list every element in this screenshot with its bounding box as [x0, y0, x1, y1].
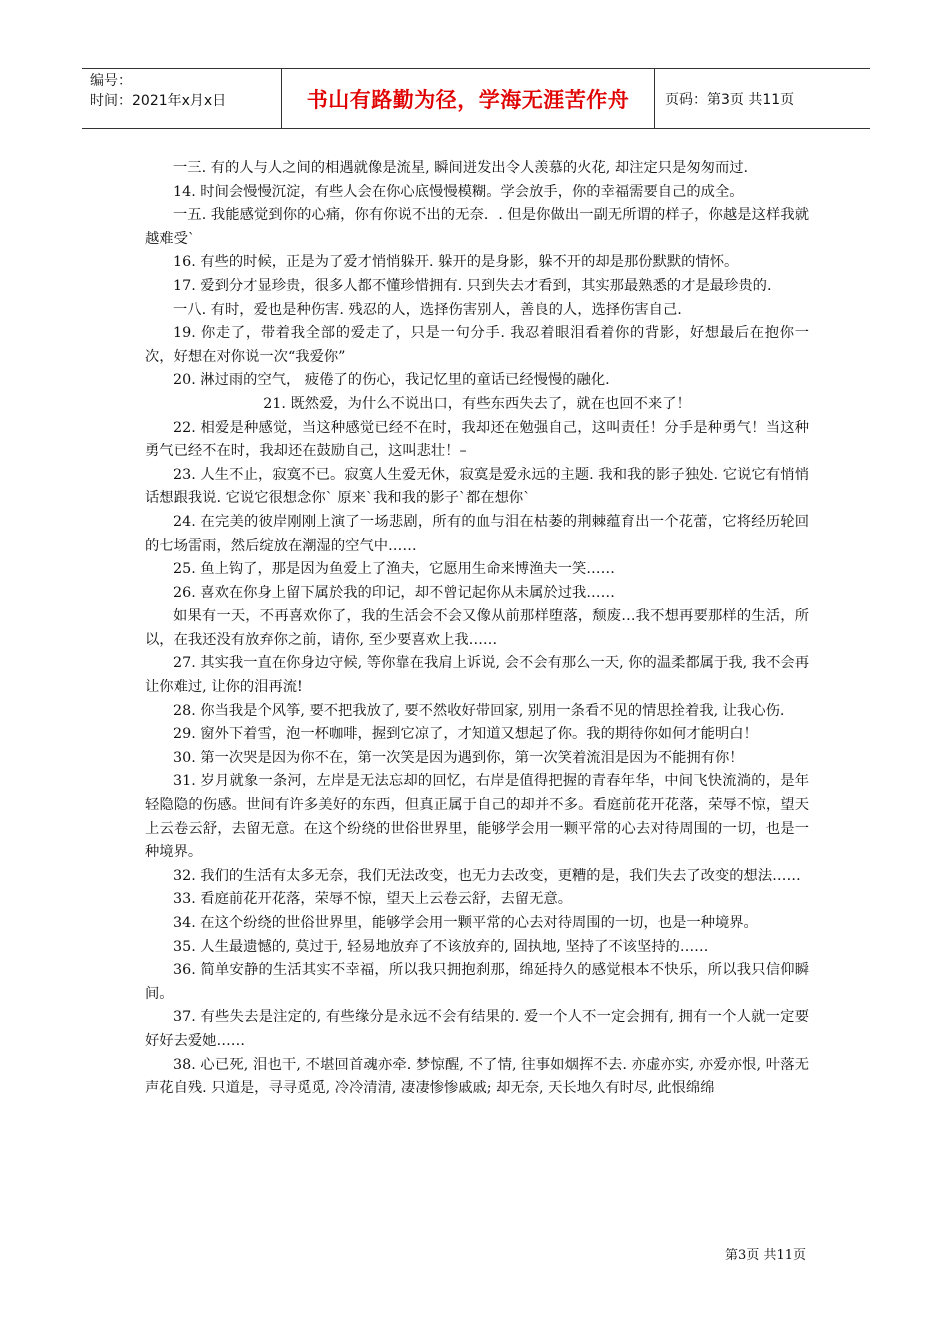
body-paragraph: 如果有一天，不再喜欢你了，我的生活会不会又像从前那样堕落，颓废…我不想再要那样的生活，所以，在我还没有放弃你之前，请你, 至少要喜欢上我……: [145, 608, 809, 648]
body-paragraph: 28. 你当我是个风筝, 要不把我放了, 要不然收好带回家, 别用一条看不见的情思拴着我, 让我心伤.: [173, 702, 785, 719]
body-paragraph: 23. 人生不止，寂寞不已。寂寞人生爱无休，寂寞是爱永远的主题. 我和我的影子独处. 它说它有悄悄话想跟我说. 它说它很想念你` 原来`我和我的影子`都在想你`: [145, 466, 809, 507]
body-paragraph: 37. 有些失去是注定的, 有些缘分是永远不会有结果的. 爱一个人不一定会拥有, 拥有一个人就一定要好好去爱她……: [145, 1009, 809, 1049]
body-paragraph: 一三. 有的人与人之间的相遇就像是流星, 瞬间迸发出令人羡慕的火花, 却注定只是匆匆而过.: [173, 160, 749, 176]
body-paragraph: 30. 第一次哭是因为你不在，第一次笑是因为遇到你，第一次笑着流泪是因为不能拥有你！: [173, 749, 744, 766]
body-paragraph: 17. 爱到分才显珍贵，很多人都不懂珍惜拥有. 只到失去才看到，其实那最熟悉的才是最珍贵的.: [173, 277, 772, 294]
body-paragraph: 24. 在完美的彼岸刚刚上演了一场悲剧，所有的血与泪在枯萎的荆棘蕴育出一个花蕾，它将经历轮回的七场雷雨，然后绽放在潮湿的空气中……: [145, 513, 809, 554]
body-paragraph: 31. 岁月就象一条河，左岸是无法忘却的回忆，右岸是值得把握的青春年华，中间飞快流淌的，是年轻隐隐的伤感。世间有许多美好的东西，但真正属于自己的却并不多。看庭前花开花落，荣辱不惊，望天上云卷云舒，去留无意。在这个纷绕的世俗世界里，能够学会用一颗平常的心去对待周围的一切，也是一种境界。: [145, 773, 809, 861]
body-paragraph: 21. 既然爱，为什么不说出口，有些东西失去了，就在也回不来了！: [263, 395, 691, 412]
page-header: [82, 68, 870, 129]
header-page-number: 页码：第3页 共11页: [665, 91, 795, 108]
document-body: [145, 157, 809, 1101]
body-paragraph: 16. 有些的时候，正是为了爱才悄悄躲开. 躲开的是身影，躲不开的却是那份默默的情怀。: [173, 254, 739, 271]
body-paragraph: 25. 鱼上钩了，那是因为鱼爱上了渔夫，它愿用生命来博渔夫一笑……: [173, 561, 615, 578]
body-paragraph: 32. 我们的生活有太多无奈，我们无法改变，也无力去改变，更糟的是，我们失去了改变的想法……: [173, 867, 801, 884]
body-paragraph: 29. 窗外下着雪，泡一杯咖啡，握到它凉了，才知道又想起了你。我的期待你如何才能明白！: [173, 726, 758, 743]
body-paragraph: 22. 相爱是种感觉，当这种感觉已经不在时，我却还在勉强自己，这叫责任！分手是种勇气！当这种勇气已经不在时，我却还在鼓励自己，这叫悲壮！–: [145, 419, 809, 460]
page-footer: 第3页 共11页: [725, 1248, 806, 1263]
body-paragraph: 一五. 我能感觉到你的心痛，你有你说不出的无奈．. 但是你做出一副无所谓的样子，你越是这样我就越难受`: [145, 207, 809, 247]
body-paragraph: 一八. 有时，爱也是种伤害. 残忍的人，选择伤害别人，善良的人，选择伤害自己.: [173, 301, 682, 318]
document-number-label: 编号：: [90, 73, 132, 89]
header-meta: [82, 69, 282, 128]
body-paragraph: 38. 心已死, 泪也干, 不堪回首魂亦牵. 梦惊醒, 不了情, 往事如烟挥不去. 亦虚亦实, 亦爱亦恨, 叶落无声花自残. 只道是，寻寻觅觅, 冷冷清清, 凄凄惨惨戚戚; 却无奈, 天长地久有时尽, 此恨绵绵: [145, 1056, 809, 1097]
body-paragraph: 36. 简单安静的生活其实不幸福，所以我只拥抱刹那，绵延持久的感觉根本不快乐，所以我只信仰瞬间。: [145, 962, 809, 1002]
body-paragraph: 14. 时间会慢慢沉淀，有些人会在你心底慢慢模糊。学会放手，你的幸福需要自己的成全。: [173, 183, 744, 200]
document-date-label: 时间：2021年x月x日: [90, 93, 227, 109]
header-motto: 书山有路勤为径，学海无涯苦作舟: [282, 69, 655, 128]
body-paragraph: 19. 你走了，带着我全部的爱走了，只是一句分手. 我忍着眼泪看着你的背影，好想最后在抱你一次，好想在对你说一次“我爱你”: [145, 325, 809, 365]
body-paragraph: 35. 人生最遗憾的, 莫过于, 轻易地放弃了不该放弃的, 固执地, 坚持了不该坚持的……: [173, 938, 709, 955]
body-paragraph: 27. 其实我一直在你身边守候, 等你靠在我肩上诉说, 会不会有那么一天, 你的温柔都属于我, 我不会再让你难过, 让你的泪再流!: [145, 655, 809, 696]
body-paragraph: 26. 喜欢在你身上留下属於我的印记，却不曾记起你从未属於过我……: [173, 584, 615, 601]
body-paragraph: 20. 淋过雨的空气， 疲倦了的伤心，我记忆里的童话已经慢慢的融化.: [173, 372, 610, 389]
body-paragraph: 34. 在这个纷绕的世俗世界里，能够学会用一颗平常的心去对待周围的一切，也是一种境界。: [173, 915, 758, 931]
body-paragraph: 33. 看庭前花开花落，荣辱不惊，望天上云卷云舒，去留无意。: [173, 891, 572, 908]
